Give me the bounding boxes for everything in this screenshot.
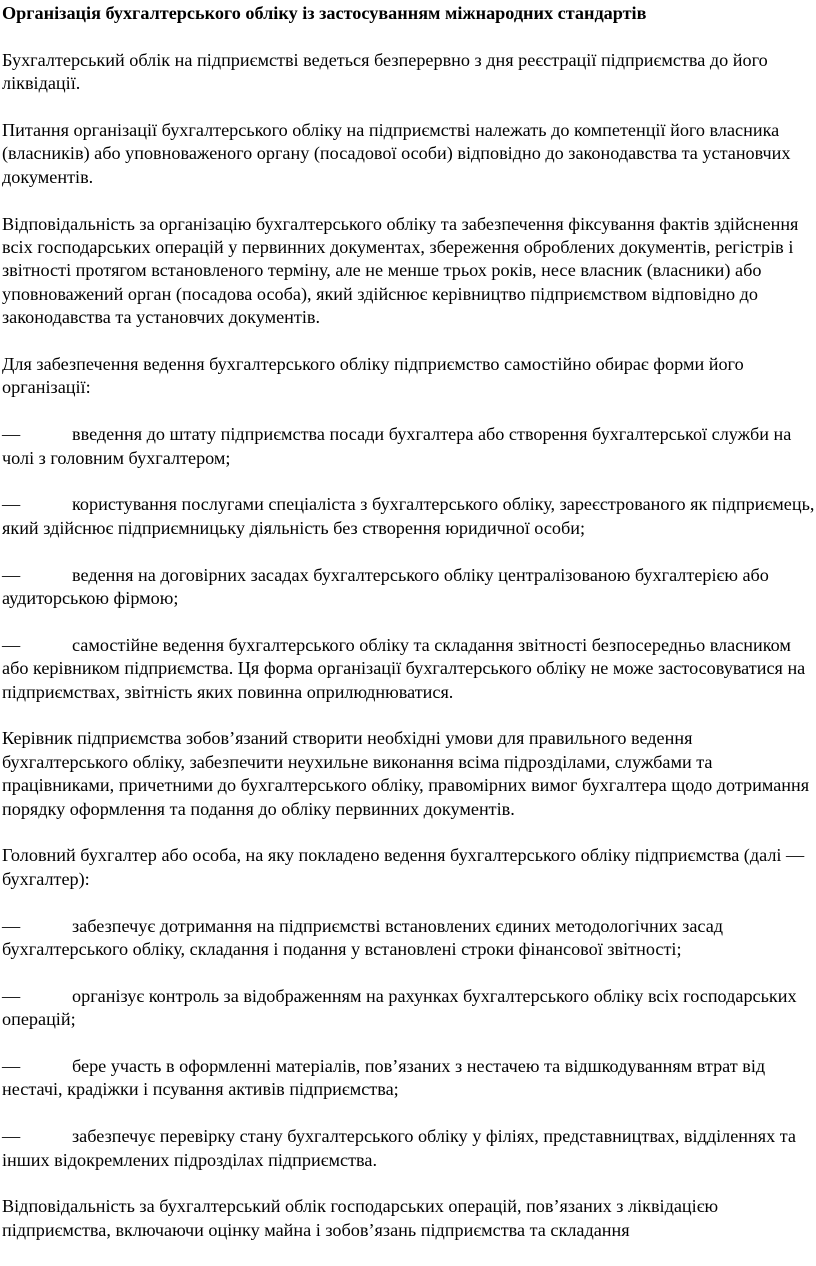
list-item-text: ведення на договірних засадах бухгалтерського обліку централізованою бухгалтерією або аудиторською фірмою; — [2, 564, 769, 609]
list-item-text: забезпечує дотримання на підприємстві встановлених єдиних методологічних засад бухгалтерського обліку, складання і подання у встановлені строки фінансової звітності; — [2, 915, 724, 960]
list-dash: — — [2, 564, 21, 585]
list-dash: — — [2, 1126, 21, 1147]
list-item — [2, 1055, 816, 1102]
list-item — [2, 493, 816, 540]
list-item-text: користування послугами спеціаліста з бухгалтерського обліку, зареєстрованого як підприємець, який здійснює підприємницьку діяльність без створення юридичної особи; — [2, 494, 815, 538]
paragraph: Керівник підприємства зобов’язаний створити необхідні умови для правильного ведення бухгалтерського обліку, забезпечити неухильне виконання всіма підрозділами, службами та працівниками, причетними до бухгалтерського обліку, правомірних вимог бухгалтера щодо дотримання порядку оформлення та подання до обліку первинних документів. — [2, 728, 810, 819]
document-title: Організація бухгалтерського обліку із застосуванням міжнародних стандартів — [2, 3, 647, 23]
paragraph: Головний бухгалтер або особа, на яку покладено ведення бухгалтерського обліку підприємства (далі — бухгалтер): — [2, 845, 805, 889]
list-dash: — — [2, 915, 21, 936]
paragraph: Відповідальність за організацію бухгалтерського обліку та забезпечення фіксування фактів здійснення всіх господарських операцій у первинних документах, збереження оброблених документів, регістрів і звітності протягом встановленого терміну, але не менше трьох років, несе власник (власники) або уповноважений орган (посадова особа), який здійснює керівництво підприємством відповідно до законодавства та установчих документів. — [2, 213, 799, 328]
list-dash: — — [2, 424, 21, 445]
list-item — [2, 915, 816, 962]
list-item — [2, 634, 816, 704]
paragraph: Бухгалтерський облік на підприємстві ведеться безперервно з дня реєстрації підприємства до його ліквідації. — [2, 49, 768, 94]
paragraph: Відповідальність за бухгалтерський облік господарських операцій, пов’язаних з ліквідацією підприємства, включаючи оцінку майна і зобов’язань підприємства та складання — [2, 1196, 719, 1240]
list-dash: — — [2, 985, 21, 1006]
list-dash: — — [2, 494, 21, 515]
list-item-text: введення до штату підприємства посади бухгалтера або створення бухгалтерської служби на чолі з головним бухгалтером; — [2, 424, 792, 468]
list-item — [2, 985, 816, 1032]
list-item — [2, 564, 816, 611]
list-item-text: організує контроль за відображенням на рахунках бухгалтерського обліку всіх господарських операцій; — [2, 985, 797, 1030]
list-dash: — — [2, 1056, 21, 1077]
paragraph: Для забезпечення ведення бухгалтерського обліку підприємство самостійно обирає форми його організації: — [2, 354, 744, 398]
list-item — [2, 423, 816, 470]
list-item-text: забезпечує перевірку стану бухгалтерського обліку у філіях, представництвах, відділеннях та інших відокремлених підрозділах підприємства. — [2, 1126, 796, 1170]
document-body — [2, 49, 816, 1243]
list-item-text: самостійне ведення бухгалтерського обліку та складання звітності безпосередньо власником або керівником підприємства. Ця форма організації бухгалтерського обліку не може застосовуватися на підприємствах, звітність яких повинна оприлюднюватися. — [2, 634, 806, 702]
list-item-text: бере участь в оформленні матеріалів, пов’язаних з нестачею та відшкодуванням втрат від нестачі, крадіжки і псування активів підприємства; — [2, 1056, 766, 1100]
list-dash: — — [2, 634, 21, 655]
list-item — [2, 1125, 816, 1172]
paragraph: Питання організації бухгалтерського обліку на підприємстві належать до компетенції його власника (власників) або уповноваженого органу (посадової особи) відповідно до законодавства та установчих документів. — [2, 120, 791, 187]
